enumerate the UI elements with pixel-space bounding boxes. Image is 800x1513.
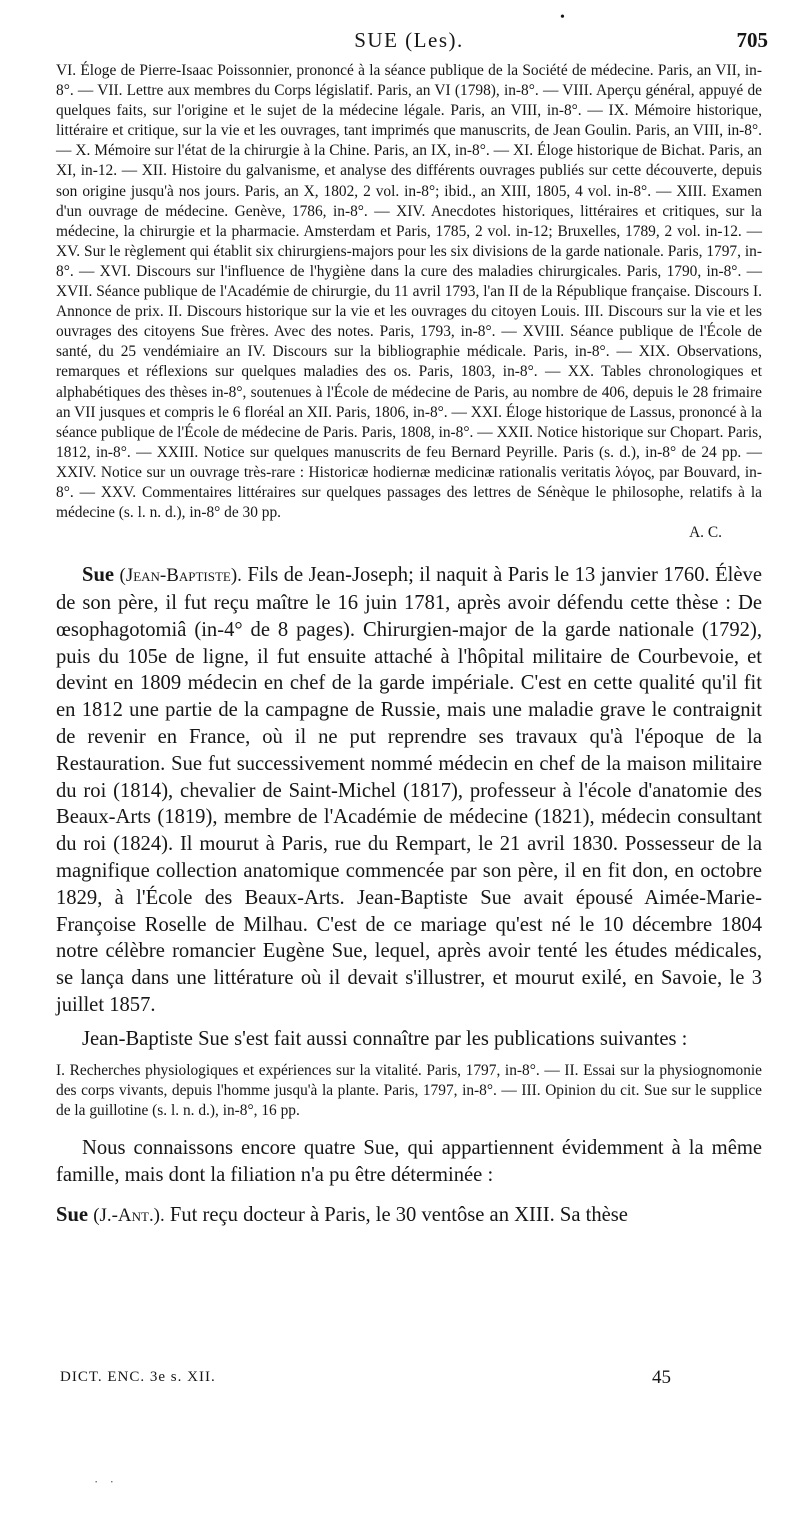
entry-name: (Jean-Baptiste). — [119, 565, 242, 587]
entry-jean-baptiste — [56, 562, 762, 1019]
speck: • — [560, 10, 565, 25]
entry-lead: Sue — [82, 564, 115, 587]
entry-j-ant — [56, 1202, 762, 1230]
running-header — [56, 10, 768, 58]
entry-text: Fils de Jean-Joseph; il naquit à Paris le 13 janvier 1760. Élève de son père, il fut reçu maître le 16 juin 1781, après avoir défendu cette thèse : De œsophagotomiâ (in-4° de 8 pages). Chirurgien-major de la garde nationale (1792), puis du 105e de ligne, il fut ensuite attaché à l'hôpital militaire de Courbevoie, et devint en 1809 médecin en chef de la garde impériale. C'est en cette qualité qu'il fit en 1812 une partie de la campagne de Russie, mais une maladie grave le contraignit de revenir en France, où il ne put reprendre ses travaux qu'à l'époque de la Restauration. Sue fut successivement nommé médecin en chef de la maison militaire du roi (1814), chevalier de Saint-Michel (1817), professeur à l'école d'anatomie des Beaux-Arts (1819), membre de l'Académie de médecine (1821), médecin consultant du roi (1824). Il mourut à Paris, rue du Rempart, le 21 avril 1830. Possesseur de la magnifique collection anatomique commencée par son père, il en fit don, en octobre 1829, à l'École des Beaux-Arts. Jean-Baptiste Sue avait épousé Aimée-Marie-Françoise Roselle de Milhau. C'est de ce mariage qu'est né le 10 décembre 1804 notre célèbre romancier Eugène Sue, lequel, après avoir tenté les études médicales, se lança dans une littérature où il devait s'illustrer, et mourut exilé, en Savoie, le 3 juillet 1857. — [56, 564, 762, 1016]
jb-publications: I. Recherches physiologiques et expériences sur la vitalité. Paris, 1797, in-8°. — II. Essai sur la physiognomonie des corps vivants, depuis l'homme jusqu'à la plante. Paris, 1797, in-8°. — III. Opinion du cit. Sue sur le supplice de la guillotine (s. l. n. d.), in-8°, 16 pp. — [56, 1061, 762, 1119]
four-sue-paragraph: Nous connaissons encore quatre Sue, qui appartiennent évidemment à la même famille, mais dont la filiation n'a pu être déterminée : — [56, 1136, 762, 1186]
page — [56, 10, 768, 1230]
entry-name: (J.-Ant.). — [93, 1205, 165, 1227]
entry-lead: Sue — [56, 1204, 89, 1227]
running-title: SUE (Les). — [354, 28, 464, 52]
works-signature: A. C. — [689, 524, 722, 542]
page-number: 705 — [736, 28, 768, 52]
entry-text: Fut reçu docteur à Paris, le 30 ventôse an XIII. Sa thèse — [169, 1204, 628, 1227]
works-list: VI. Éloge de Pierre-Isaac Poissonnier, prononcé à la séance publique de la Société de médecine. Paris, an VII, in-8°. — VII. Lettre aux membres du Corps législatif. Paris, an VI (1798), in-8°. — VIII. Aperçu général, appuyé de quelques faits, sur l'origine et le sujet de la médecine légale. Paris, an VIII, in-8°. — IX. Mémoire historique, littéraire et critique, sur la vie et les ouvrages, tant imprimés que manuscrits, de Jean Goulin. Paris, an VIII, in-8°. — X. Mémoire sur l'état de la chirurgie à la Chine. Paris, an IX, in-8°. — XI. Éloge historique de Bichat. Paris, an XI, in-12. — XII. Histoire du galvanisme, et analyse des différents ouvrages publiés sur cette découverte, depuis son origine jusqu'à nos jours. Paris, an X, 1802, 2 vol. in-8°; ibid., an XIII, 1805, 4 vol. in-8°. — XIII. Examen d'un ouvrage de médecine. Genève, 1786, in-8°. — XIV. Anecdotes historiques, littéraires et critiques, sur la médecine, la chirurgie et la pharmacie. Amsterdam et Paris, 1785, 2 vol. in-12; Bruxelles, 1789, 2 vol. in-12. — XV. Sur le règlement qui établit six chirurgiens-majors pour les six divisions de la garde nationale. Paris, 1797, in-8°. — XVI. Discours sur l'influence de l'hygiène dans la cure des maladies chirurgicales. Paris, 1790, in-8°. — XVII. Séance publique de l'Académie de chirurgie, du 11 avril 1793, l'an II de la République française. Discours I. Annonce de prix. II. Discours historique sur la vie et les ouvrages du citoyen Louis. III. Discours sur la vie et les ouvrages des citoyens Sue frères. Avec des notes. Paris, 1793, in-8°. — XVIII. Séance publique de l'École de santé, du 25 vendémiaire an IV. Discours sur la bibliographie médicale. Paris, in-8°. — XIX. Observations, remarques et réflexions sur quelques maladies des os. Paris, 1803, in-8°. — XX. Tables chronologiques et alphabétiques des thèses in-8°, soutenues à l'École de médecine de Paris, au nombre de 406, depuis le 28 frimaire an VII jusques et compris le 6 floréal an XII. Paris, 1806, in-8°. — XXI. Éloge historique de Lassus, prononcé à la séance publique de l'École de médecine de Paris. Paris, 1808, in-8°. — XXII. Notice historique sur Chopart. Paris, 1812, in-8°. — XXIII. Notice sur quelques manuscrits de feu Bernard Peyrille. Paris (s. d.), in-8° de 24 pp. — XXIV. Notice sur un ouvrage très-rare : Historicæ hodiernæ medicinæ rationalis veritatis λόγος, par Bouvard, in-8°. — XXV. Commentaires littéraires sur quelques passages des lettres de Sénèque le philosophe, relatifs à la médecine (s. l. n. d.), in-8° de 30 pp. — [56, 62, 762, 522]
scan-specks: · · — [94, 1474, 118, 1489]
sheet-number: 45 — [652, 1367, 671, 1388]
page-footer — [60, 1365, 744, 1391]
footer-signature: DICT. ENC. 3e s. XII. — [60, 1369, 216, 1385]
publications-intro: Jean-Baptiste Sue s'est fait aussi connaître par les publications suivantes : — [82, 1027, 688, 1050]
